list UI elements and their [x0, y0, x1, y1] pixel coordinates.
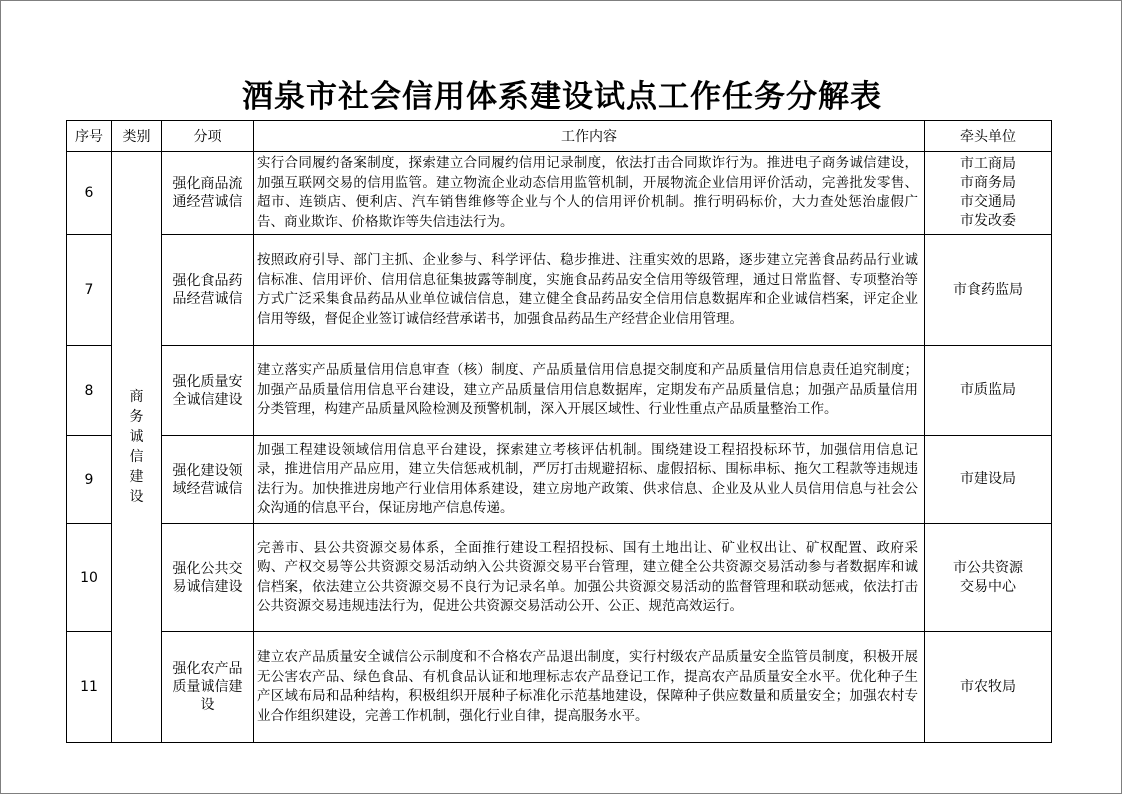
lead-unit: 市公共资源 — [953, 559, 1023, 576]
lead-unit: 交易中心 — [960, 578, 1016, 595]
lead-unit: 市发改委 — [960, 213, 1016, 229]
row-content: 完善市、县公共资源交易体系，全面推行建设工程招投标、国有土地出让、矿业权出让、矿权配置、政府采购、产权交易等公共资源交易活动纳入公共资源交易平台管理，建立健全公共资源交易活动参与者数据库和诚信档案，依法建立公共资源交易不良行为记录名单。加强公共资源交易活动的监督管理和联动惩戒，依法打击公共资源交易违规违法行为，促进公共资源交易活动公开、公正、规范高效运行。 — [254, 524, 925, 632]
lead-unit: 市农牧局 — [960, 678, 1016, 695]
row-no: 11 — [67, 632, 112, 743]
row-no: 6 — [67, 152, 112, 235]
row-sub: 强化公共交易诚信建设 — [162, 524, 254, 632]
row-content: 实行合同履约备案制度，探索建立合同履约信用记录制度，依法打击合同欺诈行为。推进电子商务诚信建设，加强互联网交易的信用监管。建立物流企业动态信用监管机制，开展物流企业信用评价活动，完善批发零售、超市、连锁店、便利店、汽车销售维修等企业与个人的信用评价机制。推行明码标价，大力查处惩治虚假广告、商业欺诈、价格欺诈等失信违法行为。 — [254, 152, 925, 235]
header-category: 类别 — [112, 121, 162, 152]
lead-unit: 市工商局 — [960, 156, 1016, 172]
header-row — [67, 121, 1052, 152]
header-sub: 分项 — [162, 121, 254, 152]
row-sub: 强化食品药品经营诚信 — [162, 235, 254, 346]
lead-unit: 市交通局 — [960, 194, 1016, 210]
row-content: 建立落实产品质量信用信息审查（核）制度、产品质量信用信息提交制度和产品质量信用信息责任追究制度；加强产品质量信用信息平台建设，建立产品质量信用信息数据库，定期发布产品质量信息；加强产品质量信用分类管理，构建产品质量风险检测及预警机制，深入开展区域性、行业性重点产品质量整治工作。 — [254, 346, 925, 436]
table-row — [67, 346, 1052, 436]
category-cell: 商务诚信建设 — [112, 152, 162, 743]
row-lead — [925, 632, 1052, 743]
row-content: 加强工程建设领域信用信息平台建设，探索建立考核评估机制。围绕建设工程招投标环节，加强信用信息记录，推进信用产品应用，建立失信惩戒机制，严厉打击规避招标、虚假招标、围标串标、拖欠工程款等违规违法行为。加快推进房地产行业信用体系建设，建立房地产政策、供求信息、企业及从业人员信用信息与社会公众沟通的信息平台，保证房地产信息传递。 — [254, 436, 925, 524]
row-lead — [925, 152, 1052, 235]
row-content: 按照政府引导、部门主抓、企业参与、科学评估、稳步推进、注重实效的思路，逐步建立完善食品药品行业诚信标准、信用评价、信用信息征集披露等制度，实施食品药品安全信用等级管理，通过日常监督、专项整治等方式广泛采集食品药品从业单位诚信信息，建立健全食品药品安全信用信息数据库和企业诚信档案，评定企业信用等级，督促企业签订诚信经营承诺书，加强食品药品生产经营企业信用管理。 — [254, 235, 925, 346]
table-row — [67, 632, 1052, 743]
row-content: 建立农产品质量安全诚信公示制度和不合格农产品退出制度，实行村级农产品质量安全监管员制度，积极开展无公害农产品、绿色食品、有机食品认证和地理标志农产品登记工作，提高农产品质量安全水平。优化种子生产区域布局和品种结构，积极组织开展种子标准化示范基地建设，保障种子供应数量和质量安全；加强农村专业合作组织建设，完善工作机制，强化行业自律，提高服务水平。 — [254, 632, 925, 743]
row-no: 7 — [67, 235, 112, 346]
row-sub: 强化质量安全诚信建设 — [162, 346, 254, 436]
row-no: 9 — [67, 436, 112, 524]
row-sub: 强化建设领域经营诚信 — [162, 436, 254, 524]
header-content: 工作内容 — [254, 121, 925, 152]
header-no: 序号 — [67, 121, 112, 152]
lead-unit: 市建设局 — [960, 471, 1016, 487]
page-title: 酒泉市社会信用体系建设试点工作任务分解表 — [242, 79, 882, 115]
row-lead — [925, 524, 1052, 632]
row-lead — [925, 235, 1052, 346]
row-lead — [925, 436, 1052, 524]
header-lead: 牵头单位 — [925, 121, 1052, 152]
task-table — [66, 120, 1052, 743]
row-no: 10 — [67, 524, 112, 632]
row-sub: 强化商品流通经营诚信 — [162, 152, 254, 235]
row-lead — [925, 346, 1052, 436]
lead-unit: 市食药监局 — [953, 281, 1023, 298]
table-row — [67, 152, 1052, 235]
table-row — [67, 436, 1052, 524]
lead-unit: 市质监局 — [960, 382, 1016, 398]
row-no: 8 — [67, 346, 112, 436]
table-row — [67, 235, 1052, 346]
table-row — [67, 524, 1052, 632]
row-sub: 强化农产品质量诚信建设 — [162, 632, 254, 743]
lead-unit: 市商务局 — [960, 175, 1016, 191]
